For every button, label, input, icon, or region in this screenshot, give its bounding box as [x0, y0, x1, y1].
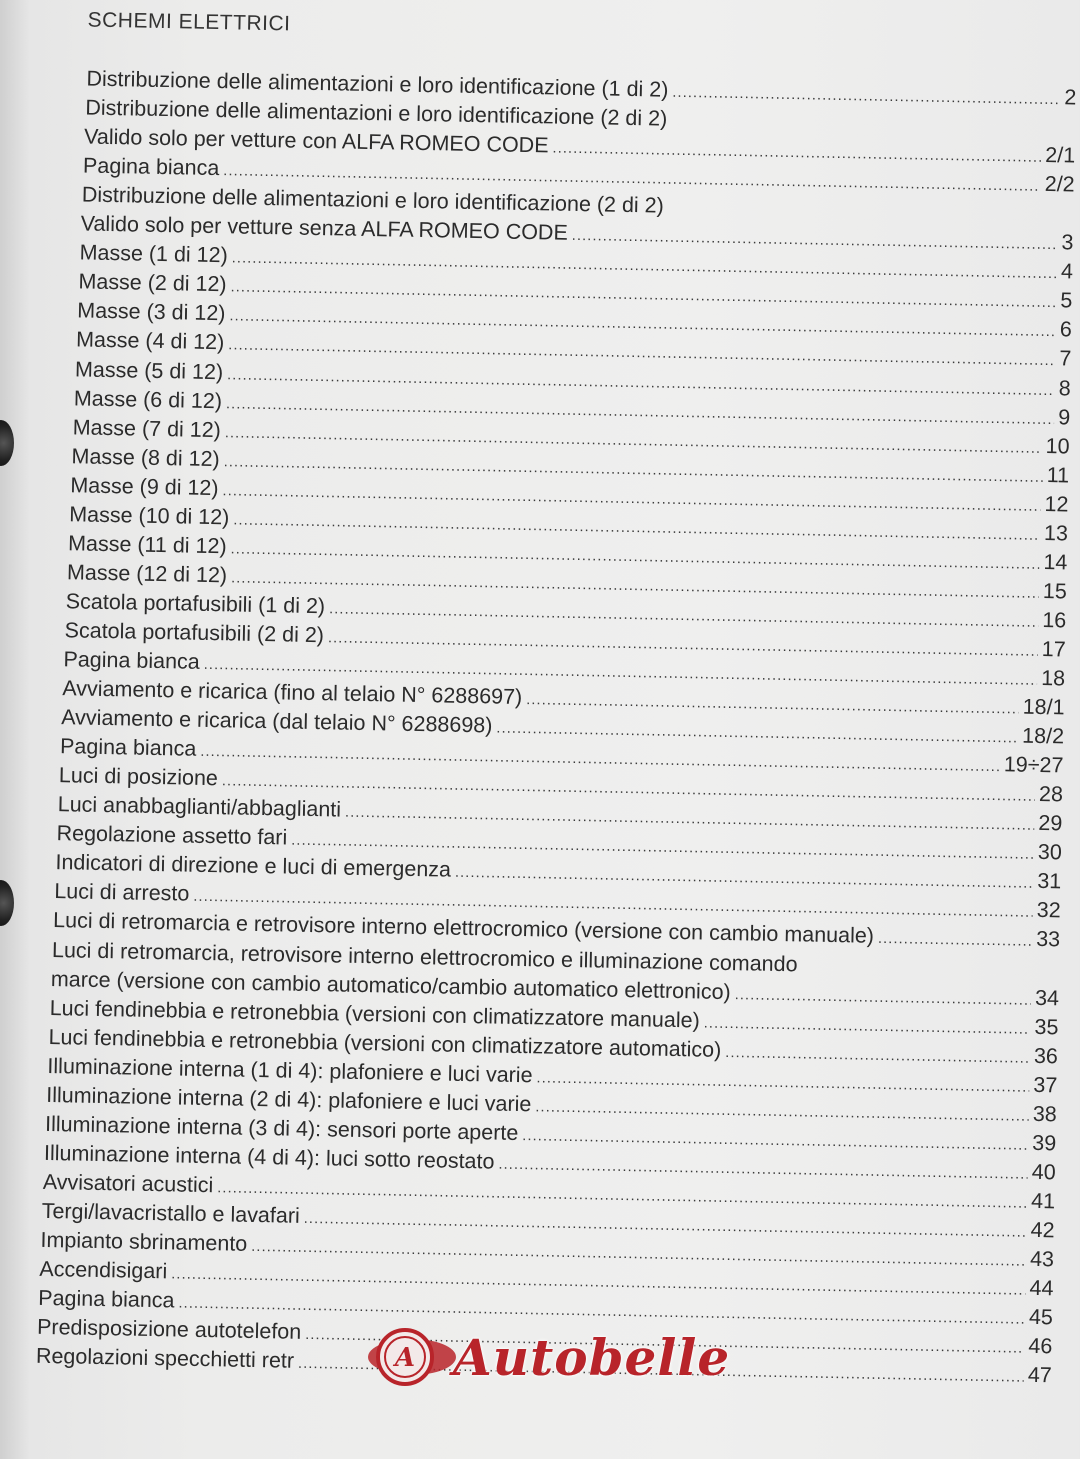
toc-entry-page: 13 [1043, 520, 1069, 546]
toc-entry-label: Illuminazione interna (2 di 4): plafoniere e luci varie [46, 1082, 532, 1117]
toc-entry-page: 19÷27 [1003, 752, 1064, 778]
toc-entry-page: 18/2 [1021, 723, 1065, 749]
toc-entry-label: Distribuzione delle alimentazioni e loro identificazione (2 di 2) [81, 182, 665, 218]
toc-entry-page: 38 [1032, 1101, 1058, 1127]
toc-entry-page: 16 [1042, 607, 1067, 633]
toc-entry-page: 8 [1058, 375, 1071, 400]
toc-entry-page: 3 [1061, 230, 1074, 255]
toc-entry-label: Masse (2 di 12) [78, 269, 227, 297]
toc-leader-dots [522, 1127, 1028, 1154]
toc-entry-label: Illuminazione interna (1 di 4): plafoniere e luci varie [47, 1053, 533, 1087]
toc-leader-dots [535, 1098, 1029, 1124]
toc-entry-label: Masse (6 di 12) [73, 385, 223, 413]
toc-entry-page: 18/1 [1022, 694, 1065, 720]
toc-entry-page: 30 [1037, 840, 1063, 865]
toc-entry-label: Pagina bianca [82, 153, 220, 181]
toc-entry-label: Masse (10 di 12) [69, 502, 230, 530]
toc-entry-page: 17 [1041, 636, 1066, 662]
toc-entry-label: Luci di retromarcia, retrovisore interno elettrocromico e illuminazione comando [51, 937, 798, 976]
toc-entry-page: 41 [1030, 1188, 1056, 1214]
toc-leader-dots [878, 930, 1033, 950]
toc-entry-label: Luci fendinebbia e retronebbia (versioni con climatizzatore manuale) [49, 995, 700, 1033]
toc-entry-label: Pagina bianca [59, 734, 197, 761]
toc-leader-dots [526, 691, 1019, 717]
toc-entry-label: Masse (4 di 12) [75, 327, 225, 355]
page-title: SCHEMI ELETTRICI [87, 8, 291, 36]
toc-entry-page: 7 [1059, 346, 1072, 371]
toc-entry-page: 4 [1060, 259, 1074, 284]
toc-entry-page: 43 [1029, 1246, 1055, 1272]
toc-entry-label: Valido solo per vetture con ALFA ROMEO CODE [83, 124, 549, 158]
toc-entry-label: Indicatori di direzione e luci di emergenza [55, 850, 452, 883]
toc-entry-page: 36 [1033, 1043, 1059, 1068]
toc-entry-label: Scatola portafusibili (1 di 2) [65, 589, 326, 619]
toc-entry-page: 6 [1059, 317, 1073, 342]
watermark-logo [365, 1318, 755, 1396]
toc-entry-label: Masse (9 di 12) [70, 472, 219, 500]
toc-entry-label: Accendisigari [39, 1256, 168, 1284]
toc-entry-label: Pagina bianca [63, 647, 201, 674]
toc-entry-page: 42 [1030, 1217, 1055, 1243]
toc-entry-page: 33 [1035, 927, 1061, 952]
toc-entry-label: Luci di posizione [58, 763, 219, 791]
toc-entry-page: 5 [1060, 288, 1073, 313]
toc-entry-page: 39 [1032, 1130, 1057, 1156]
car-badge-icon [365, 1318, 459, 1396]
toc-entry-label: Scatola portafusibili (2 di 2) [64, 618, 325, 648]
toc-entry-label: Distribuzione delle alimentazioni e loro identificazione (2 di 2) [85, 95, 668, 131]
toc-entry-label: Avviamento e ricarica (fino al telaio N° 6288697) [62, 676, 523, 710]
toc-leader-dots [725, 1044, 1030, 1067]
toc-entry-page: 40 [1031, 1159, 1056, 1185]
toc-leader-dots [498, 1155, 1028, 1182]
toc-entry-label: Masse (11 di 12) [67, 531, 227, 559]
toc-entry-label: Impianto sbrinamento [40, 1227, 248, 1256]
toc-entry-page: 2/1 [1045, 143, 1076, 168]
toc-entry-label: Illuminazione interna (3 di 4): sensori porte aperte [44, 1111, 519, 1145]
toc-entry-label: Luci fendinebbia e retronebbia (versioni con climatizzatore automatico) [48, 1024, 722, 1062]
toc-entry-label: Luci di arresto [54, 879, 190, 907]
toc-leader-dots [704, 1014, 1031, 1037]
toc-entry-label: Masse (3 di 12) [77, 298, 226, 326]
toc-entry-label: Regolazione assetto fari [56, 821, 288, 850]
toc-entry-label: Masse (5 di 12) [74, 356, 224, 384]
toc-entry-label: Avviamento e ricarica (dal telaio N° 6288698) [61, 705, 493, 738]
toc-entry-label: Regolazioni specchietti retr [35, 1343, 295, 1373]
toc-leader-dots [536, 1069, 1029, 1095]
toc-entry-label: Masse (8 di 12) [71, 443, 220, 471]
toc-entry-page: 18 [1040, 665, 1066, 691]
watermark-text: Autobelle [453, 1327, 731, 1387]
toc-entry-page: 46 [1028, 1333, 1053, 1359]
toc-entry-label: Luci anabbaglianti/abbaglianti [57, 792, 342, 822]
toc-entry-page: 2 [1064, 85, 1077, 110]
toc-entry-page: 29 [1038, 811, 1063, 836]
toc-entry-label: Tergi/lavacristallo e lavafari [41, 1198, 300, 1228]
toc-entry-label: Distribuzione delle alimentazioni e loro identificazione (1 di 2) [86, 66, 669, 102]
toc-entry-page: 14 [1043, 549, 1068, 575]
toc-entry-page: 31 [1037, 869, 1062, 894]
toc-leader-dots [552, 140, 1041, 166]
toc-entry-page: 47 [1027, 1363, 1053, 1388]
toc-entry-label: Valido solo per vetture senza ALFA ROMEO CODE [80, 211, 569, 246]
toc-entry-page: 44 [1029, 1275, 1054, 1301]
svg-text:A: A [394, 1343, 416, 1373]
toc-entry-page: 9 [1057, 404, 1071, 430]
toc-entry-label: Pagina bianca [38, 1285, 175, 1313]
toc-entry-label: Masse (12 di 12) [66, 560, 228, 588]
toc-entry-page: 45 [1028, 1304, 1054, 1330]
toc-leader-dots [735, 986, 1032, 1009]
toc-entry-page: 32 [1036, 898, 1061, 923]
toc-entry-page: 35 [1034, 1014, 1059, 1039]
toc-entry-page: 10 [1045, 433, 1070, 459]
toc-entry-page: 37 [1033, 1072, 1058, 1098]
toc-entry-label: Masse (7 di 12) [72, 414, 222, 442]
toc-leader-dots [496, 720, 1018, 747]
toc-entry-label: Luci di retromarcia e retrovisore interno elettrocromico (versione con cambio manuale) [52, 908, 875, 949]
toc-entry-label: Illuminazione interna (4 di 4): luci sotto reostato [43, 1140, 495, 1174]
toc-entry-label: Avvisatori acustici [42, 1169, 214, 1198]
toc-leader-dots [672, 84, 1060, 108]
toc-entry-label: marce (versione con cambio automatico/cambio automatico elettronico) [50, 966, 731, 1004]
toc-leader-dots [572, 227, 1058, 253]
toc-entry-page: 15 [1042, 578, 1068, 604]
toc-entry-page: 11 [1046, 462, 1070, 488]
toc-entry-page: 34 [1034, 985, 1060, 1010]
toc-entry-label: Masse (1 di 12) [79, 240, 228, 268]
toc-entry-page: 2/2 [1044, 172, 1075, 197]
toc-entry-page: 12 [1044, 491, 1069, 517]
toc-entry-page: 28 [1038, 782, 1064, 807]
toc-entry-label: Predisposizione autotelefon [36, 1314, 302, 1345]
